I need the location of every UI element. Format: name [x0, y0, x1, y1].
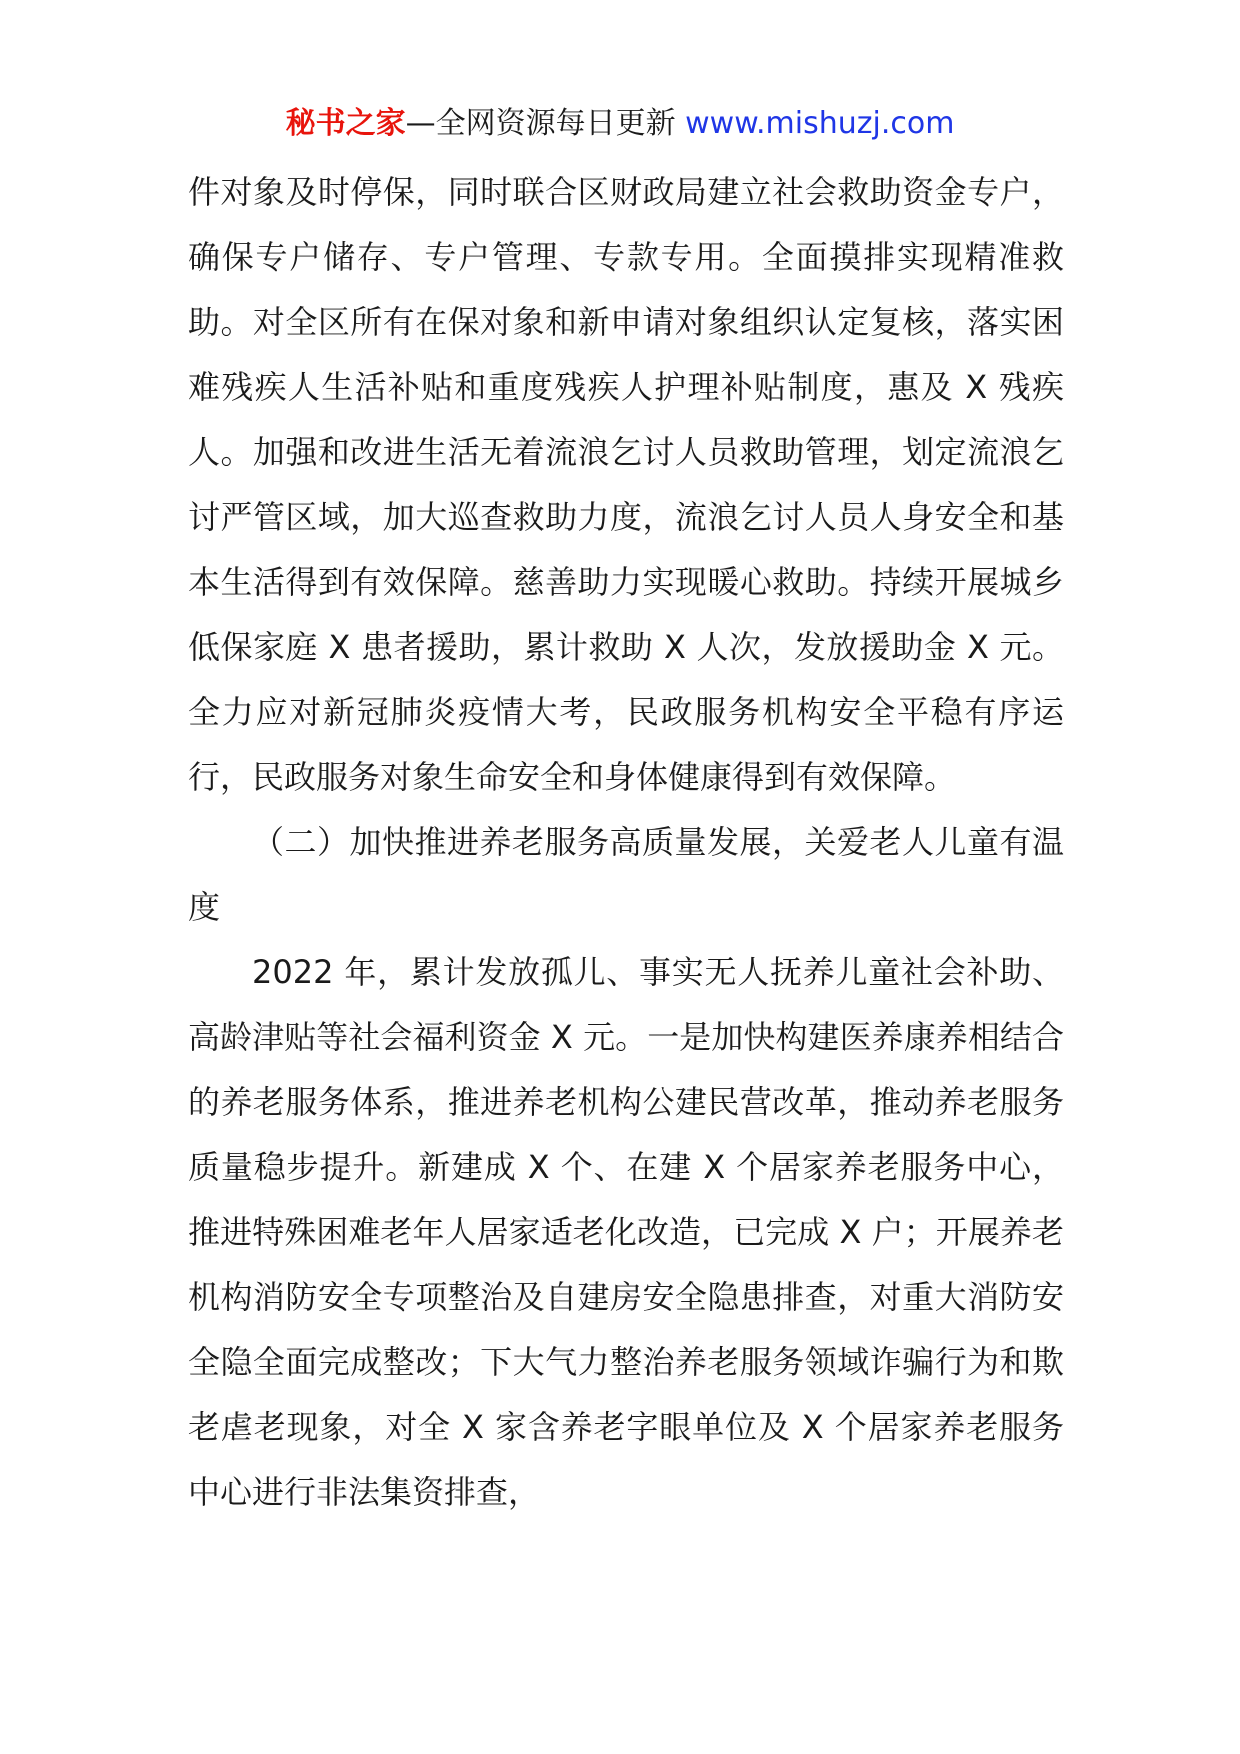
- site-url-link[interactable]: www.mishuzj.com: [685, 106, 955, 141]
- header-tagline: —全网资源每日更新: [405, 106, 686, 141]
- document-body: [188, 160, 1064, 1525]
- brand-name: 秘书之家: [285, 106, 406, 141]
- page-header: [0, 104, 1240, 144]
- section-heading-elderly-services: （二）加快推进养老服务高质量发展，关爱老人儿童有温度: [188, 823, 1064, 926]
- paragraph-elderly-services: 2022 年，累计发放孤儿、事实无人抚养儿童社会补助、高龄津贴等社会福利资金 X 元。一是加快构建医养康养相结合的养老服务体系，推进养老机构公建民营改革，推动养老服务质量稳步提升。新建成 X 个、在建 X 个居家养老服务中心，推进特殊困难老年人居家适老化改造，已完成 X 户；开展养老机构消防安全专项整治及自建房安全隐患排查，对重大消防安全隐全面完成整改；下大气力整治养老服务领域诈骗行为和欺老虐老现象，对全 X 家含养老字眼单位及 X 个居家养老服务中心进行非法集资排查，: [188, 953, 1064, 1511]
- paragraph-social-assistance: 件对象及时停保，同时联合区财政局建立社会救助资金专户，确保专户储存、专户管理、专款专用。全面摸排实现精准救助。对全区所有在保对象和新申请对象组织认定复核，落实困难残疾人生活补贴和重度残疾人护理补贴制度，惠及 X 残疾人。加强和改进生活无着流浪乞讨人员救助管理，划定流浪乞讨严管区域，加大巡查救助力度，流浪乞讨人员人身安全和基本生活得到有效保障。慈善助力实现暖心救助。持续开展城乡低保家庭 X 患者援助，累计救助 X 人次，发放援助金 X 元。全力应对新冠肺炎疫情大考，民政服务机构安全平稳有序运行，民政服务对象生命安全和身体健康得到有效保障。: [188, 173, 1064, 796]
